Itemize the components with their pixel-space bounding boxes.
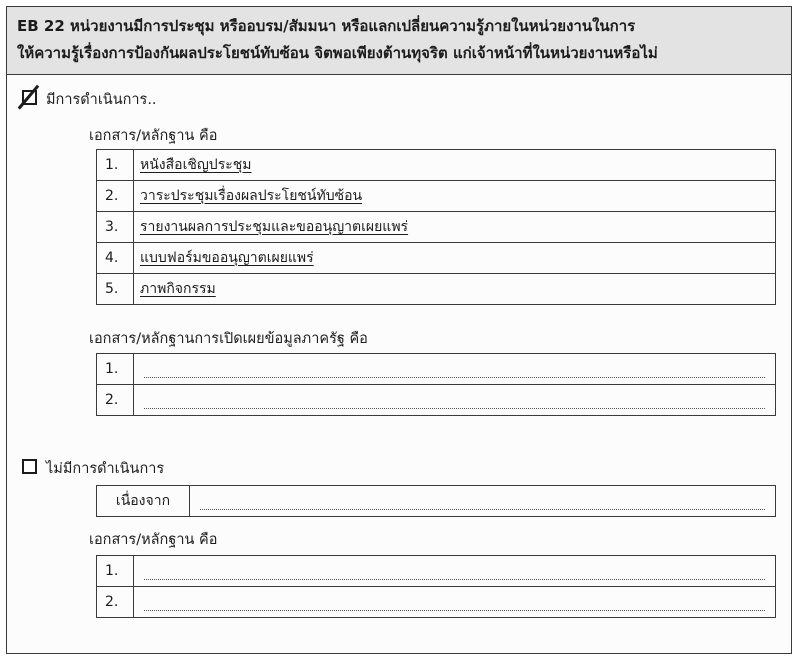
blank-entry-field[interactable] (134, 587, 776, 618)
done-label: มีการดำเนินการ.. (46, 92, 157, 108)
evidence-table (96, 149, 776, 305)
not-done-checkbox[interactable] (22, 459, 37, 474)
table-row (97, 274, 776, 305)
evidence-item-cell (134, 150, 776, 181)
row-number: 2. (97, 385, 134, 416)
row-number: 5. (97, 274, 134, 305)
evidence-label: เอกสาร/หลักฐาน คือ (89, 128, 218, 144)
not-done-evidence-table (96, 555, 776, 618)
public-evidence-label: เอกสาร/หลักฐานการเปิดเผยข้อมูลภาครัฐ คือ (89, 331, 368, 347)
blank-entry-field[interactable] (134, 556, 776, 587)
evidence-item-cell (134, 181, 776, 212)
evidence-item-text: หนังสือเชิญประชุม (140, 157, 252, 173)
table-row (97, 243, 776, 274)
blank-entry-field[interactable] (134, 354, 776, 385)
evidence-item-text: ภาพกิจกรรม (140, 281, 216, 297)
evidence-item-cell (134, 243, 776, 274)
row-number: 4. (97, 243, 134, 274)
table-row (97, 354, 776, 385)
not-done-label: ไม่มีการดำเนินการ (46, 461, 165, 477)
public-evidence-table (96, 353, 776, 416)
row-number: 2. (97, 587, 134, 618)
row-number: 1. (97, 354, 134, 385)
not-done-evidence-label: เอกสาร/หลักฐาน คือ (89, 532, 218, 548)
table-row (97, 385, 776, 416)
reason-label: เนื่องจาก (97, 486, 190, 517)
evidence-item-text: รายงานผลการประชุมและขออนุญาตเผยแพร่ (140, 219, 409, 235)
question-line-1: EB 22 หน่วยงานมีการประชุม หรืออบรม/สัมมนา หรือแลกเปลี่ยนความรู้ภายในหน่วยงานในการ (17, 17, 636, 35)
reason-row (97, 486, 776, 517)
evidence-item-text: วาระประชุมเรื่องผลประโยชน์ทับซ้อน (140, 188, 363, 204)
row-number: 1. (97, 150, 134, 181)
row-number: 3. (97, 212, 134, 243)
evidence-item-text: แบบฟอร์มขออนุญาตเผยแพร่ (140, 250, 314, 266)
question-line-2: ให้ความรู้เรื่องการป้องกันผลประโยชน์ทับซ้อน จิตพอเพียงต้านทุจริต แก่เจ้าหน้าที่ในหน่วยงานหรือไม่ (17, 44, 658, 62)
row-number: 1. (97, 556, 134, 587)
reason-field[interactable] (190, 486, 776, 517)
blank-entry-field[interactable] (134, 385, 776, 416)
table-row (97, 150, 776, 181)
table-row (97, 556, 776, 587)
evidence-item-cell (134, 212, 776, 243)
question-header (6, 6, 792, 75)
reason-table (96, 485, 776, 517)
table-row (97, 587, 776, 618)
row-number: 2. (97, 181, 134, 212)
evidence-item-cell (134, 274, 776, 305)
table-row (97, 212, 776, 243)
table-row (97, 181, 776, 212)
